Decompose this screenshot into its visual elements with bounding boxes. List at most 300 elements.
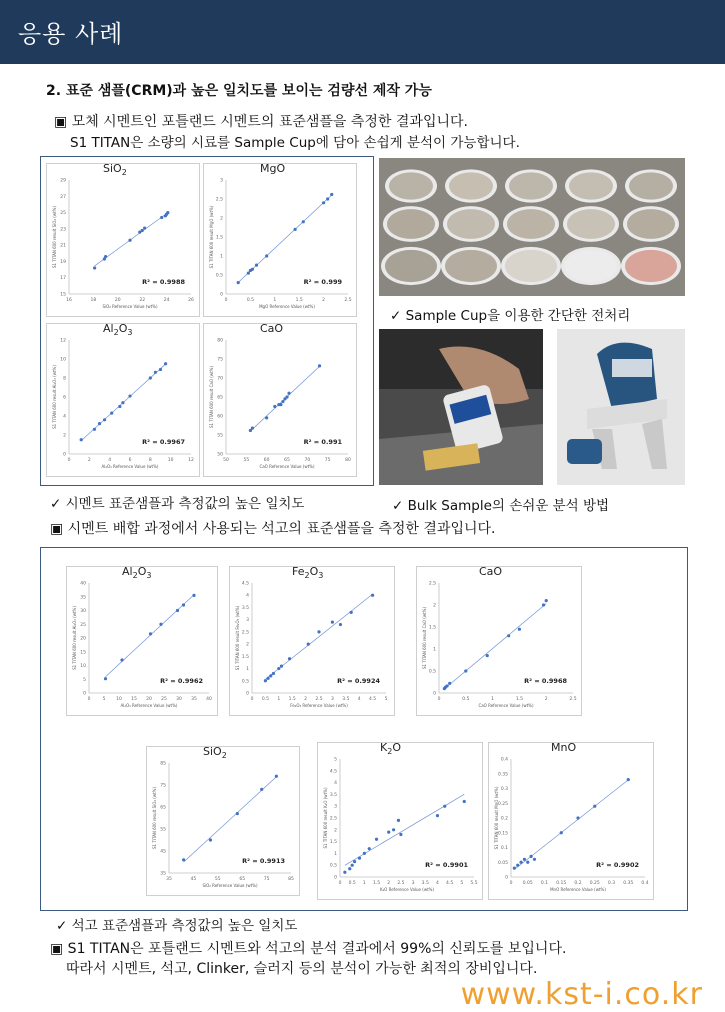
data-point <box>260 788 263 791</box>
y-tick-label: 0 <box>246 691 249 697</box>
x-tick-label: 2 <box>387 881 391 886</box>
y-tick-label: 0 <box>334 875 337 881</box>
x-tick-label: 0.15 <box>556 881 567 886</box>
x-tick-label: 35 <box>191 697 197 702</box>
x-tick-label: 85 <box>288 877 294 882</box>
y-tick-label: 4.5 <box>241 581 249 587</box>
x-tick-label: 2 <box>87 458 91 463</box>
y-tick-label: 0.15 <box>497 831 508 837</box>
x-tick-label: 12 <box>188 458 194 463</box>
data-point <box>464 669 467 672</box>
data-point <box>251 427 254 430</box>
r-squared-label: R² = 0.9962 <box>160 677 203 685</box>
gypsum-sio2-plot <box>147 747 299 895</box>
y-tick-label: 1.5 <box>241 654 249 660</box>
y-tick-label: 1 <box>334 851 337 857</box>
y-tick-label: 0 <box>220 292 223 298</box>
data-point <box>236 812 239 815</box>
gypsum-intro: ▣ 시멘트 배합 과정에서 사용되는 석고의 표준샘플을 측정한 결과입니다. <box>50 521 496 537</box>
cement-sio2-title: SiO$_2$ <box>103 162 127 178</box>
x-tick-label: 75 <box>263 877 270 882</box>
x-axis-label: CaO Reference Value (wt%) <box>259 464 315 469</box>
x-tick-label: 0.1 <box>540 881 549 886</box>
data-point <box>576 816 579 819</box>
section-heading: 2. 표준 샘플(CRM)과 높은 일치도를 보이는 검량선 제작 가능 <box>46 83 432 99</box>
cement-sio2-plot <box>47 164 199 316</box>
x-tick-label: 3.5 <box>342 697 350 702</box>
r-squared-label: R² = 0.9913 <box>242 857 285 865</box>
data-point <box>486 654 489 657</box>
data-point <box>287 392 290 395</box>
x-tick-label: 0 <box>87 697 91 702</box>
data-point <box>110 412 113 415</box>
x-tick-label: 8 <box>148 458 152 463</box>
data-point <box>387 831 390 834</box>
y-tick-label: 0 <box>63 452 66 458</box>
y-tick-label: 21 <box>60 243 66 249</box>
data-point <box>166 211 169 214</box>
y-tick-label: 1 <box>220 254 223 260</box>
data-point <box>141 229 144 232</box>
x-tick-label: 2.5 <box>344 298 352 303</box>
x-axis-label: CaO Reference Value (wt%) <box>478 703 534 708</box>
x-tick-label: 0.05 <box>522 881 533 886</box>
y-tick-label: 65 <box>217 395 223 401</box>
y-axis-label: S1 TITAN 600 result CaO (wt%) <box>422 606 427 670</box>
x-tick-label: 1.5 <box>288 697 296 702</box>
x-tick-label: 5.5 <box>470 881 478 886</box>
x-tick-label: 2 <box>322 298 326 303</box>
x-tick-label: 22 <box>139 298 146 303</box>
y-tick-label: 3 <box>246 618 249 624</box>
x-tick-label: 0.5 <box>261 697 269 702</box>
gypsum-cao-plot <box>417 567 581 715</box>
data-point <box>526 861 529 864</box>
data-point <box>80 438 83 441</box>
data-point <box>159 623 162 626</box>
chart-gypsum-sio2 <box>146 746 300 896</box>
y-axis-label: S1 TITAN 600 result Fe₂O₃ (wt%) <box>235 605 240 671</box>
y-tick-label: 4 <box>63 414 66 420</box>
y-tick-label: 85 <box>160 761 166 767</box>
cement-al2o3-plot <box>47 324 199 476</box>
y-tick-label: 4 <box>246 593 249 599</box>
data-point <box>307 643 310 646</box>
data-point <box>294 228 297 231</box>
chart-gypsum-al2o3 <box>66 566 218 716</box>
y-tick-label: 55 <box>160 827 166 833</box>
intro-line-1: ▣ 모체 시멘트인 포틀랜드 시멘트의 표준샘플을 측정한 결과입니다. <box>54 114 468 130</box>
y-tick-label: 0.3 <box>500 787 508 792</box>
intro-line-2: S1 TITAN은 소량의 시료를 Sample Cup에 담아 손쉽게 분석이 가능합니다. <box>70 135 520 151</box>
y-tick-label: 0 <box>433 691 436 697</box>
page-header <box>0 0 725 64</box>
data-point <box>280 665 283 668</box>
data-point <box>98 422 101 425</box>
x-tick-label: 5 <box>102 697 106 702</box>
handheld-analyzer-photo <box>379 329 543 485</box>
y-tick-label: 8 <box>63 376 66 382</box>
caption-sample-cup: ✓ Sample Cup을 이용한 간단한 전처리 <box>390 308 631 324</box>
x-tick-label: 30 <box>176 697 182 702</box>
y-tick-label: 3.5 <box>241 605 249 611</box>
r-squared-label: R² = 0.999 <box>303 278 342 286</box>
data-point <box>103 418 106 421</box>
x-tick-label: 15 <box>131 697 137 702</box>
y-tick-label: 0.5 <box>329 863 337 869</box>
y-tick-label: 1 <box>433 647 436 653</box>
data-point <box>392 828 395 831</box>
chart-gypsum-mno <box>488 742 654 900</box>
data-point <box>149 632 152 635</box>
page-title: 응용 사례 <box>18 20 124 48</box>
data-point <box>343 871 346 874</box>
x-tick-label: 0.25 <box>589 881 600 886</box>
y-tick-label: 23 <box>60 227 66 233</box>
data-point <box>358 857 361 860</box>
y-tick-label: 2 <box>334 828 337 834</box>
x-tick-label: 2 <box>544 697 548 702</box>
x-tick-label: 4.5 <box>446 881 454 886</box>
data-point <box>93 266 96 269</box>
y-tick-label: 0 <box>505 875 508 881</box>
y-tick-label: 15 <box>60 292 66 298</box>
y-tick-label: 2.5 <box>428 581 436 587</box>
website-url[interactable]: www.kst-i.co.kr <box>460 977 703 1012</box>
y-tick-label: 0.5 <box>428 669 436 675</box>
data-point <box>266 677 269 680</box>
data-point <box>322 201 325 204</box>
y-tick-label: 2 <box>433 603 436 609</box>
conclusion-line-1: ▣ S1 TITAN은 포틀랜드 시멘트와 석고의 분석 결과에서 99%의 신뢰도를 보입니다. <box>50 941 567 957</box>
data-point <box>545 599 548 602</box>
y-tick-label: 0.05 <box>497 860 508 866</box>
data-point <box>371 594 374 597</box>
data-point <box>128 239 131 242</box>
x-tick-label: 1 <box>273 298 277 303</box>
y-tick-label: 0.2 <box>500 816 508 822</box>
data-point <box>269 674 272 677</box>
data-point <box>353 860 356 863</box>
x-tick-label: 55 <box>243 458 250 463</box>
x-tick-label: 0.5 <box>462 697 470 702</box>
r-squared-label: R² = 0.9968 <box>524 677 567 685</box>
y-tick-label: 19 <box>60 259 66 265</box>
x-tick-label: 1.5 <box>515 697 523 702</box>
y-tick-label: 4 <box>334 781 337 787</box>
y-tick-label: 1 <box>246 667 249 673</box>
gypsum-al2o3-title: $Al_2O_3$ <box>122 565 152 581</box>
data-point <box>118 405 121 408</box>
y-tick-label: 70 <box>217 376 223 382</box>
y-axis-label: S1 TITAN 600 result MgO (wt%) <box>209 205 214 269</box>
x-tick-label: 0 <box>437 697 441 702</box>
x-tick-label: 0 <box>224 298 228 303</box>
gypsum-fe2o3-title: $Fe_2O_3$ <box>292 565 324 581</box>
y-tick-label: 1.5 <box>329 840 337 846</box>
caption-bulk-sample: ✓ Bulk Sample의 손쉬운 분석 방법 <box>392 498 610 514</box>
data-point <box>272 672 275 675</box>
x-axis-label: K₂O Reference Value (wt%) <box>379 887 435 892</box>
data-point <box>318 364 321 367</box>
data-point <box>182 603 185 606</box>
x-tick-label: 24 <box>163 298 170 303</box>
x-tick-label: 45 <box>190 877 197 882</box>
y-axis-label: S1 TITAN 600 result Al₂O₃ (wt%) <box>72 606 77 670</box>
y-tick-label: 75 <box>160 783 166 789</box>
data-point <box>560 831 563 834</box>
y-tick-label: 75 <box>217 357 223 363</box>
trendline <box>106 595 195 677</box>
data-point <box>264 679 267 682</box>
data-point <box>149 376 152 379</box>
sample-cups-photo <box>379 158 685 296</box>
x-tick-label: 55 <box>214 877 221 882</box>
data-point <box>93 428 96 431</box>
x-tick-label: 26 <box>188 298 194 303</box>
data-point <box>330 193 333 196</box>
gypsum-sio2-title: SiO$_2$ <box>203 745 227 761</box>
gypsum-fe2o3-plot <box>230 567 394 715</box>
x-tick-label: 10 <box>167 458 174 463</box>
data-point <box>375 838 378 841</box>
x-tick-label: 0 <box>67 458 71 463</box>
data-point <box>523 858 526 861</box>
x-tick-label: 0 <box>509 881 513 886</box>
data-point <box>247 272 250 275</box>
x-tick-label: 10 <box>116 697 122 702</box>
x-tick-label: 2.5 <box>569 697 577 702</box>
y-tick-label: 2 <box>220 216 223 222</box>
x-axis-label: Fe₂O₃ Reference Value (wt%) <box>290 703 348 708</box>
data-point <box>518 628 521 631</box>
r-squared-label: R² = 0.9924 <box>337 677 380 685</box>
data-point <box>519 861 522 864</box>
x-tick-label: 18 <box>90 298 97 303</box>
y-tick-label: 65 <box>160 805 166 811</box>
bench-stand-photo <box>557 329 685 485</box>
data-point <box>273 405 276 408</box>
x-tick-label: 0 <box>338 881 342 886</box>
y-tick-label: 2 <box>246 642 249 648</box>
x-tick-label: 1 <box>362 881 366 886</box>
y-tick-label: 0.5 <box>215 273 223 279</box>
y-tick-label: 3 <box>334 804 337 810</box>
x-tick-label: 6 <box>128 458 132 463</box>
y-tick-label: 0.4 <box>500 757 508 763</box>
x-tick-label: 4 <box>357 697 361 702</box>
y-tick-label: 2.5 <box>241 630 249 636</box>
x-axis-label: Al₂O₃ Reference Value (wt%) <box>101 464 159 469</box>
x-tick-label: 2.5 <box>397 881 405 886</box>
data-point <box>530 855 533 858</box>
y-tick-label: 29 <box>60 178 66 184</box>
y-tick-label: 2 <box>63 433 66 439</box>
data-point <box>255 264 258 267</box>
data-point <box>317 630 320 633</box>
y-tick-label: 3.5 <box>329 792 337 798</box>
x-tick-label: 65 <box>239 877 246 882</box>
data-point <box>265 416 268 419</box>
data-point <box>436 814 439 817</box>
data-point <box>513 867 516 870</box>
y-tick-label: 30 <box>80 609 86 614</box>
data-point <box>533 858 536 861</box>
x-tick-label: 0.5 <box>246 298 254 303</box>
caption-gypsum-match: ✓ 석고 표준샘플과 측정값의 높은 일치도 <box>56 918 298 934</box>
y-tick-label: 27 <box>60 194 66 200</box>
cement-mgo-title: MgO <box>260 162 286 175</box>
x-tick-label: 4 <box>436 881 439 886</box>
y-axis-label: S1 TITAN 600 result K₂O (wt%) <box>323 787 328 849</box>
data-point <box>159 368 162 371</box>
x-tick-label: 20 <box>146 697 152 702</box>
y-axis-label: S1 TITAN 600 result CaO (wt%) <box>209 365 214 429</box>
gypsum-mno-plot <box>489 743 653 899</box>
cement-mgo-plot <box>204 164 356 316</box>
y-tick-label: 20 <box>80 636 86 642</box>
data-point <box>627 778 630 781</box>
y-tick-label: 40 <box>80 581 86 587</box>
chart-cement-cao <box>203 323 357 477</box>
y-tick-label: 45 <box>160 849 166 855</box>
gypsum-al2o3-plot <box>67 567 217 715</box>
x-tick-label: 16 <box>66 298 72 303</box>
data-point <box>143 226 146 229</box>
r-squared-label: R² = 0.9967 <box>142 438 185 446</box>
y-axis-label: S1 TITAN 600 result SiO₂ (wt%) <box>52 205 57 269</box>
data-point <box>281 400 284 403</box>
y-tick-label: 0.5 <box>241 679 249 685</box>
x-tick-label: 60 <box>263 458 270 463</box>
data-point <box>350 611 353 614</box>
cement-cao-plot <box>204 324 356 476</box>
x-axis-label: Al₂O₃ Reference Value (wt%) <box>120 703 178 708</box>
data-point <box>182 858 185 861</box>
y-tick-label: 0 <box>83 691 86 697</box>
trendline <box>345 794 464 865</box>
data-point <box>160 216 163 219</box>
r-squared-label: R² = 0.9988 <box>142 278 185 286</box>
x-tick-label: 1 <box>277 697 281 702</box>
data-point <box>445 684 448 687</box>
chart-gypsum-fe2o3 <box>229 566 395 716</box>
y-tick-label: 60 <box>217 414 223 420</box>
gypsum-cao-title: CaO <box>479 565 503 578</box>
y-tick-label: 2.5 <box>329 816 337 822</box>
y-tick-label: 17 <box>60 276 66 282</box>
data-point <box>443 805 446 808</box>
y-tick-label: 6 <box>63 395 66 401</box>
r-squared-label: R² = 0.9902 <box>596 861 639 869</box>
x-tick-label: 1.5 <box>295 298 303 303</box>
chart-gypsum-k2o <box>317 742 483 900</box>
data-point <box>128 394 131 397</box>
data-point <box>104 255 107 258</box>
chart-cement-al2o3 <box>46 323 200 477</box>
gypsum-k2o-plot <box>318 743 482 899</box>
x-tick-label: 35 <box>166 877 172 882</box>
data-point <box>448 682 451 685</box>
data-point <box>121 401 124 404</box>
data-point <box>351 864 354 867</box>
x-tick-label: 50 <box>223 458 229 463</box>
data-point <box>265 254 268 257</box>
conclusion-line-2: 따라서 시멘트, 석고, Clinker, 슬러지 등의 분석이 가능한 최적의 장비입니다. <box>66 961 538 977</box>
x-tick-label: 0.4 <box>641 881 649 886</box>
x-tick-label: 0 <box>250 697 254 702</box>
x-axis-label: SiO₂ Reference Value (wt%) <box>102 304 158 309</box>
data-point <box>279 403 282 406</box>
y-tick-label: 5 <box>334 757 337 763</box>
data-point <box>192 594 195 597</box>
data-point <box>237 281 240 284</box>
x-tick-label: 0.3 <box>607 881 616 886</box>
y-tick-label: 25 <box>60 211 66 217</box>
x-tick-label: 75 <box>324 458 331 463</box>
y-tick-label: 5 <box>83 677 86 683</box>
data-point <box>463 800 466 803</box>
y-tick-label: 35 <box>160 871 166 877</box>
data-point <box>326 197 329 200</box>
y-axis-label: S1 TITAN 600 result SiO₂ (wt%) <box>152 786 157 850</box>
y-tick-label: 3 <box>220 178 223 184</box>
data-point <box>593 805 596 808</box>
gypsum-mno-title: MnO <box>551 741 577 754</box>
data-point <box>154 371 157 374</box>
data-point <box>399 833 402 836</box>
y-tick-label: 0.35 <box>497 772 508 778</box>
y-tick-label: 25 <box>80 622 86 628</box>
y-tick-label: 10 <box>60 357 66 363</box>
data-point <box>507 634 510 637</box>
data-point <box>339 623 342 626</box>
x-tick-label: 1 <box>491 697 495 702</box>
y-tick-label: 4.5 <box>329 769 337 775</box>
x-tick-label: 0.35 <box>623 881 634 886</box>
data-point <box>542 603 545 606</box>
x-tick-label: 4.5 <box>369 697 377 702</box>
y-tick-label: 2.5 <box>215 197 223 203</box>
x-tick-label: 2.5 <box>315 697 323 702</box>
x-tick-label: 3 <box>411 881 415 886</box>
cement-al2o3-title: $Al_2O_3$ <box>103 322 133 338</box>
y-tick-label: 35 <box>80 595 86 601</box>
x-tick-label: 5 <box>460 881 464 886</box>
y-tick-label: 10 <box>80 664 86 669</box>
y-tick-label: 0.25 <box>497 801 508 807</box>
y-tick-label: 12 <box>60 338 66 344</box>
x-tick-label: 20 <box>114 298 121 303</box>
y-tick-label: 15 <box>80 650 86 656</box>
x-tick-label: 80 <box>345 458 351 463</box>
y-tick-label: 80 <box>217 338 223 344</box>
data-point <box>209 838 212 841</box>
x-tick-label: 65 <box>284 458 290 463</box>
data-point <box>348 867 351 870</box>
r-squared-label: R² = 0.9901 <box>425 861 468 869</box>
caption-cement-match: ✓ 시멘트 표준샘플과 측정값의 높은 일치도 <box>50 496 305 512</box>
x-axis-label: SiO₂ Reference Value (wt%) <box>202 883 258 888</box>
data-point <box>120 658 123 661</box>
x-axis-label: MgO Reference Value (wt%) <box>259 304 315 309</box>
chart-cement-mgo <box>203 163 357 317</box>
data-point <box>368 847 371 850</box>
chart-gypsum-cao <box>416 566 582 716</box>
y-tick-label: 1.5 <box>428 625 436 631</box>
x-tick-label: 0.2 <box>574 881 582 886</box>
x-tick-label: 3 <box>330 697 334 702</box>
